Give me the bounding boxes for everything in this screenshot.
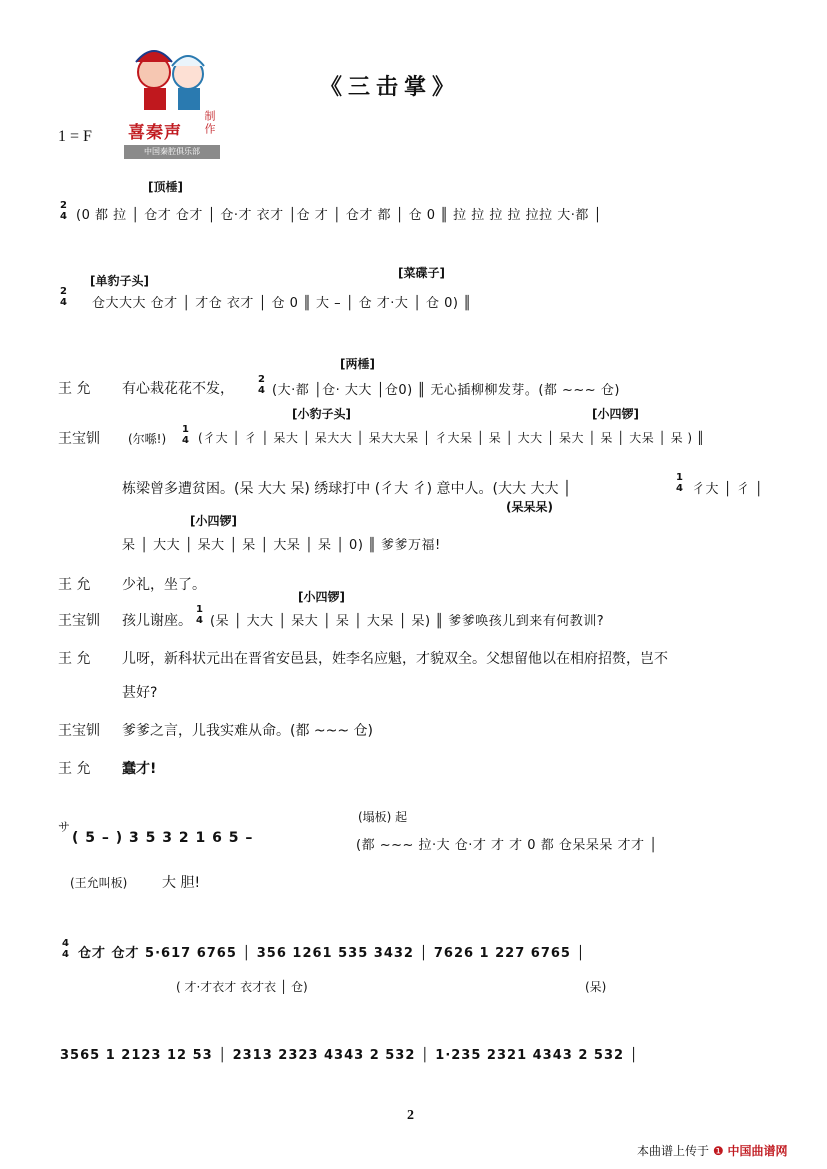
page-title: 《三击掌》 bbox=[320, 74, 461, 100]
lyric-line: 蠢才! bbox=[122, 761, 157, 777]
bracket-label: [菜碟子] bbox=[398, 266, 445, 280]
footer-brand: 中国曲谱网 bbox=[727, 1144, 788, 1158]
score-line: 仓大大大 仓才 │ 才仓 衣才 │ 仓 0 ║ 大 – │ 仓 才·大 │ 仓 0) ║ bbox=[92, 296, 472, 311]
bracket-label: [顶棰] bbox=[148, 180, 183, 194]
time-signature: 4 4 bbox=[62, 938, 69, 960]
footer-credit bbox=[637, 1142, 787, 1159]
time-signature: 2 4 bbox=[60, 200, 67, 222]
sub-note: ( 才·才衣才 衣才衣 │ 仓) bbox=[176, 980, 308, 994]
speaker-label: 王宝钏 bbox=[58, 723, 100, 739]
sub-note: (呆呆呆) bbox=[506, 500, 553, 514]
page-number: 2 bbox=[407, 1108, 414, 1123]
lyric-line-continued: 甚好? bbox=[122, 685, 158, 701]
lyric-line: 孩儿谢座。 bbox=[122, 613, 192, 629]
notation-line: ( 5 – ) 3 5 3 2 1 6 5 – bbox=[72, 830, 254, 846]
speaker-label: 王 允 bbox=[58, 381, 91, 397]
speaker-label: 王宝钏 bbox=[58, 613, 100, 629]
score-line: (都 ~~~ 拉·大 仓·才 才 才 0 都 仓呆呆呆 才才 │ bbox=[356, 838, 658, 853]
score-line: 呆 │ 大大 │ 呆大 │ 呆 │ 大呆 │ 呆 │ 0) ║ 爹爹万福! bbox=[122, 538, 441, 553]
score-line: (呆 │ 大大 │ 呆大 │ 呆 │ 大呆 │ 呆) ║ 爹爹唤孩儿到来有何教训? bbox=[210, 614, 605, 629]
score-line: (大·都 │仓· 大大 │仓0) ║ 无心插柳柳发芽。(都 ~~~ 仓) bbox=[272, 383, 620, 398]
lyric-line: 栋梁曾多遭贫困。(呆 大大 呆) 绣球打中 (彳大 彳) 意中人。(大大 大大 │ bbox=[122, 481, 572, 497]
speaker-label: 王 允 bbox=[58, 761, 91, 777]
time-signature: 2 4 bbox=[258, 374, 265, 396]
lyric-line: 大 胆! bbox=[162, 875, 201, 891]
spoken-aside: (尔喺!) bbox=[128, 432, 167, 446]
lyric-line: 儿呀，新科状元出在晋省安邑县，姓李名应魁，才貌双全。父想留他以在相府招赘，岂不 bbox=[122, 651, 668, 667]
logo-subtitle: 中国秦腔俱乐部 bbox=[124, 145, 220, 159]
speaker-label: 王 允 bbox=[58, 577, 91, 593]
footer-logo-icon: ❶ bbox=[712, 1144, 724, 1158]
time-signature: 1 4 bbox=[182, 424, 189, 446]
score-line: 彳大 │ 彳 │ bbox=[692, 482, 764, 497]
section-label: (塌板) 起 bbox=[358, 810, 408, 824]
notation-line: 仓才 仓才 5·617 6765 │ 356 1261 535 3432 │ 7626 1 227 6765 │ bbox=[78, 946, 586, 961]
bracket-label: [小豹子头] bbox=[292, 407, 351, 421]
bracket-label: [两棰] bbox=[340, 357, 375, 371]
logo-name: 喜秦声 bbox=[128, 123, 182, 143]
notation-line: 3565 1 2123 12 53 │ 2313 2323 4343 2 532 │ 1·235 2321 4343 2 532 │ bbox=[60, 1048, 639, 1063]
bracket-label: [单豹子头] bbox=[90, 274, 149, 288]
lyric-line: 爹爹之言，儿我实难从命。(都 ~~~ 仓) bbox=[122, 723, 374, 739]
speaker-label: 王宝钏 bbox=[58, 431, 100, 447]
time-signature: 2 4 bbox=[60, 286, 67, 308]
key-signature: 1 = F bbox=[58, 128, 92, 145]
time-signature: 1 4 bbox=[196, 604, 203, 626]
score-line: (0 都 拉 │ 仓才 仓才 │ 仓·才 衣才 │仓 才 │ 仓才 都 │ 仓 0 ║ 拉 拉 拉 拉 拉拉 大·都 │ bbox=[76, 208, 602, 223]
sub-note: (王允叫板) bbox=[70, 876, 128, 890]
bracket-label: [小四锣] bbox=[190, 514, 237, 528]
footer-upload-text: 本曲谱上传于 bbox=[637, 1144, 710, 1158]
speaker-label: 王 允 bbox=[58, 651, 91, 667]
sub-note: (呆) bbox=[585, 980, 607, 994]
lyric-line: 有心栽花花不发， bbox=[122, 381, 234, 397]
lyric-line: 少礼，坐了。 bbox=[122, 577, 206, 593]
free-meter-mark: サ bbox=[58, 820, 71, 834]
time-signature: 1 4 bbox=[676, 472, 683, 494]
bracket-label: [小四锣] bbox=[592, 407, 639, 421]
bracket-label: [小四锣] bbox=[298, 590, 345, 604]
logo-side-label: 制作 bbox=[203, 110, 216, 136]
score-line: (彳大 │ 彳 │ 呆大 │ 呆大大 │ 呆大大呆 │ 彳大呆 │ 呆 │ 大大 │ 呆大 │ 呆 │ 大呆 │ 呆 ) ║ bbox=[198, 431, 705, 445]
